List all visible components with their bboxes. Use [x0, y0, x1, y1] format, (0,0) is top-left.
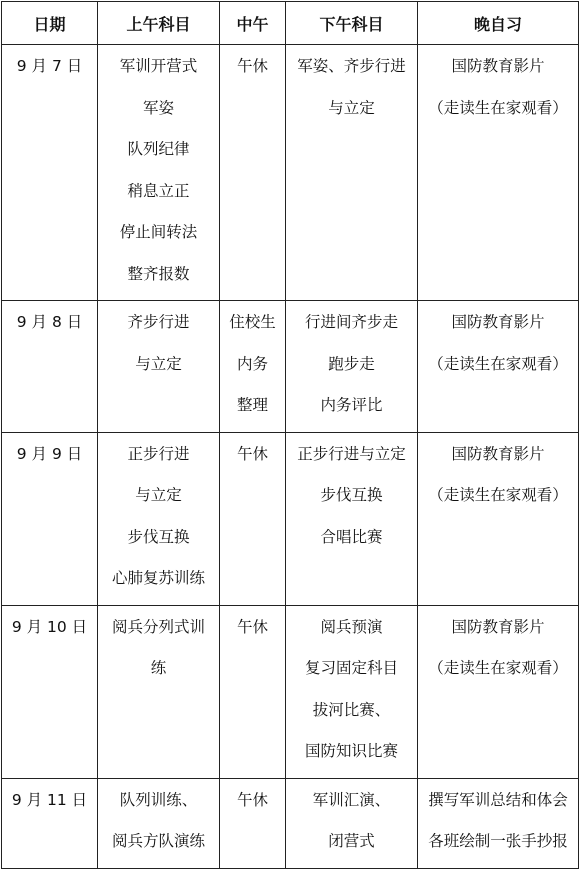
morning-line: 军姿: [142, 98, 174, 117]
afternoon-cell: [286, 605, 418, 778]
evening-line: 各班绘制一张手抄报: [428, 832, 568, 850]
evening-line: 国防教育影片: [451, 444, 545, 463]
noon-cell: [220, 605, 286, 778]
noon-cell: [220, 301, 286, 433]
evening-line: （走读生在家观看）: [428, 659, 568, 677]
morning-line: 齐步行进: [127, 313, 190, 331]
morning-cell: [98, 301, 220, 433]
evening-line: （走读生在家观看）: [428, 354, 568, 373]
afternoon-line: 跑步走: [328, 354, 375, 373]
afternoon-cell: [286, 432, 418, 605]
afternoon-line: 闭营式: [328, 832, 375, 850]
header-evening: 晚自习: [418, 2, 579, 45]
evening-cell: [418, 605, 579, 778]
afternoon-cell: [286, 778, 418, 868]
header-afternoon: 下午科目: [286, 2, 418, 45]
morning-line: 军训开营式: [119, 57, 198, 75]
date-text: 9 月 11 日: [11, 790, 88, 809]
morning-line: 正步行进: [127, 444, 190, 463]
header-noon: 中午: [220, 2, 286, 45]
morning-cell: [98, 778, 220, 868]
noon-cell: [220, 778, 286, 868]
training-schedule-table: [1, 1, 579, 869]
date-cell: [2, 432, 98, 605]
morning-line: 稍息立正: [127, 181, 190, 200]
date-text: 9 月 8 日: [16, 313, 83, 331]
table-row: [2, 605, 579, 778]
noon-line: 午休: [236, 617, 268, 636]
date-cell: [2, 778, 98, 868]
noon-cell: [220, 45, 286, 301]
afternoon-line: 合唱比赛: [320, 527, 383, 546]
evening-cell: [418, 45, 579, 301]
evening-line: 国防教育影片: [451, 313, 545, 331]
evening-line: 国防教育影片: [451, 57, 545, 75]
afternoon-line: 军姿、齐步行进: [297, 57, 406, 75]
afternoon-line: 军训汇演、: [312, 790, 391, 809]
evening-line: （走读生在家观看）: [428, 98, 568, 117]
evening-cell: [418, 432, 579, 605]
morning-cell: [98, 605, 220, 778]
evening-line: 撰写军训总结和体会: [428, 790, 568, 809]
morning-line: 练: [150, 659, 167, 677]
noon-line: 整理: [236, 396, 268, 414]
afternoon-cell: [286, 45, 418, 301]
noon-line: 午休: [236, 57, 268, 75]
noon-line: 午休: [236, 790, 268, 809]
table-row: [2, 45, 579, 301]
noon-line: 住校生: [229, 313, 276, 331]
header-morning: 上午科目: [98, 2, 220, 45]
date-text: 9 月 9 日: [16, 444, 83, 463]
evening-cell: [418, 301, 579, 433]
afternoon-line: 正步行进与立定: [297, 444, 406, 463]
morning-line: 步伐互换: [127, 527, 190, 546]
noon-line: 午休: [236, 444, 268, 463]
morning-line: 队列训练、: [119, 790, 198, 809]
afternoon-cell: [286, 301, 418, 433]
morning-line: 阅兵分列式训: [111, 617, 205, 636]
morning-cell: [98, 45, 220, 301]
header-date: 日期: [2, 2, 98, 45]
afternoon-line: 步伐互换: [320, 486, 383, 504]
date-text: 9 月 7 日: [16, 57, 83, 75]
table-header-row: [2, 2, 579, 45]
evening-cell: [418, 778, 579, 868]
morning-line: 阅兵方队演练: [111, 832, 205, 850]
afternoon-line: 复习固定科目: [304, 659, 398, 677]
morning-line: 与立定: [135, 354, 182, 373]
morning-line: 停止间转法: [119, 223, 198, 241]
noon-cell: [220, 432, 286, 605]
evening-line: （走读生在家观看）: [428, 486, 568, 504]
table-row: [2, 432, 579, 605]
afternoon-line: 国防知识比赛: [304, 742, 398, 760]
afternoon-line: 与立定: [328, 98, 375, 117]
afternoon-line: 内务评比: [320, 396, 383, 414]
morning-cell: [98, 432, 220, 605]
date-cell: [2, 45, 98, 301]
morning-line: 整齐报数: [127, 264, 190, 283]
morning-line: 队列纪律: [127, 140, 190, 158]
afternoon-line: 阅兵预演: [320, 617, 383, 636]
noon-line: 内务: [236, 354, 268, 373]
table-row: [2, 301, 579, 433]
afternoon-line: 行进间齐步走: [304, 313, 398, 331]
date-text: 9 月 10 日: [11, 617, 88, 636]
morning-line: 心肺复苏训练: [111, 569, 205, 587]
date-cell: [2, 301, 98, 433]
afternoon-line: 拔河比赛、: [312, 700, 391, 719]
date-cell: [2, 605, 98, 778]
evening-line: 国防教育影片: [451, 617, 545, 636]
morning-line: 与立定: [135, 486, 182, 504]
table-row: [2, 778, 579, 868]
